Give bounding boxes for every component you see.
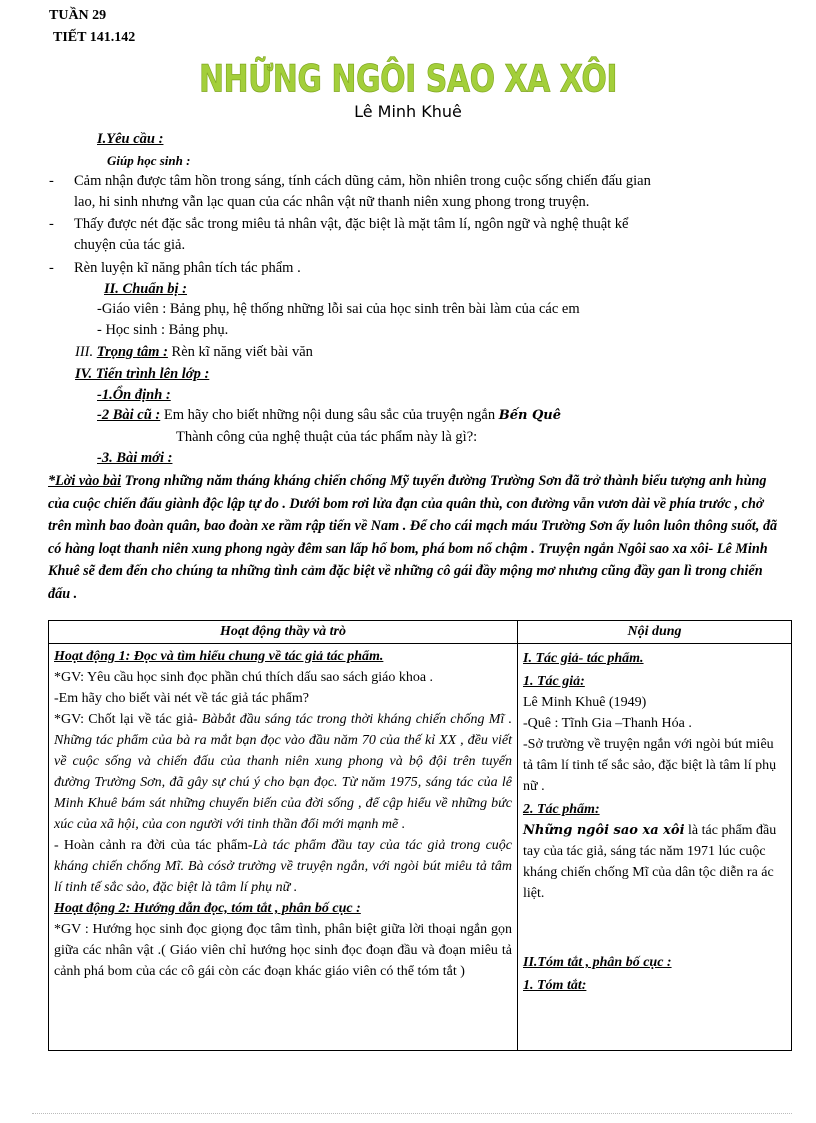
focus-text: Rèn kĩ năng viết bài văn xyxy=(171,344,313,360)
intro-text: Trong những năm tháng kháng chiến chống Mỹ tuyến đường Trường Sơn đã trở thành biểu tượng anh hùng của cuộc chiến đấu giành độc lập tự do . Dưới bom rơi lửa đạn của quân thù, con đường vẫn vươn dài về phía trước , chở trên mình bao đoàn quân, bao đoàn xe rầm rập tiến về Nam . Để cho cái mạch máu Trường Sơn ấy luôn luôn thông suốt, đã có hàng loạt thanh niên xung phong ngày đêm san lấp hố bom, phá bom nổ chậm . Truyện ngắn Ngôi sao xa xôi- Lê Minh Khuê sẽ đem đến cho chúng ta những tình cảm đặc biệt về những cô gái đầy mộng mơ nhưng cũng đầy gan lì trong chiến đấu . xyxy=(48,473,778,602)
work-title: Những ngôi sao xa xôi xyxy=(523,823,685,838)
step-3-new-lesson: -3. Bài mới : xyxy=(97,450,173,466)
intro-label: *Lời vào bài xyxy=(48,473,122,489)
page-divider xyxy=(32,1113,792,1114)
lesson-intro-paragraph xyxy=(48,470,788,605)
context-text: Là tác phẩm đầu tay của tác giả trong cuộc kháng chiến chống Mĩ. Bà cósở trường về truyện ngắn, với ngòi bút miêu tả tâm lí tinh tế sắc sảo, đặc biệt là tâm lí phụ nữ . xyxy=(54,838,512,895)
activity-2-title: Hoạt động 2: Hướng dẫn đọc, tóm tắt , phân bố cục : xyxy=(54,901,361,916)
week-label: TUẦN 29 xyxy=(49,8,107,23)
activity-1-instruction: *GV: Yêu cầu học sinh đọc phần chú thích dấu sao sách giáo khoa . xyxy=(54,670,434,685)
activity-1-title: Hoạt động 1: Đọc và tìm hiểu chung về tác giả tác phẩm. xyxy=(54,649,384,664)
activity-2-instruction: *GV : Hướng học sinh đọc giọng đọc tâm tình, phân biệt giữa lời thoại ngắn gọn giữa các nhân vật .( Giáo viên chỉ hướng học sinh đọc đoạn đầu và đoạn miêu tả cảnh phá bom của các cô gái còn các đoạn khác giáo viên có thể tóm tắt ) xyxy=(54,922,512,979)
step-2-question: Em hãy cho biết những nội dung sâu sắc của truyện ngắn xyxy=(163,407,496,423)
author-hometown: -Quê : Tĩnh Gia –Thanh Hóa . xyxy=(523,716,692,731)
col-header-activities: Hoạt động thầy và trò xyxy=(49,621,518,644)
story-ben-que: Bến Quê xyxy=(498,408,561,423)
summary-text: Bàbắt đầu sáng tác trong thời kháng chiến chống Mĩ . Những tác phẩm của bà ra mắt bạn đọc vào đầu năm 70 của thế kỉ XX , đều viết về cuộc sống và chiến đấu của thanh niên xung phong và bộ đội trên tuyến đường Trường Sơn, đã gây sự chú ý cho bạn đọc. Từ năm 1975, sáng tác của lê Minh Khuê bám sát những chuyển biến của đời sống , để cập hiểu về những bức xúc của xã hội, của con người với tinh thần đổi mới mạnh mẽ . xyxy=(54,712,513,832)
story-title: NHỮNG NGÔI SAO XA XÔI xyxy=(198,57,618,102)
content-heading-summary-1: 1. Tóm tắt: xyxy=(523,978,587,993)
bullet-2-line-1: Thấy được nét đặc sắc trong miêu tả nhân vật, đặc biệt là mặt tâm lí, ngôn ngữ và nghệ thuật kể xyxy=(74,216,629,232)
content-heading-author-work: I. Tác giả- tác phẩm. xyxy=(523,651,644,666)
teacher-preparation: -Giáo viên : Bảng phụ, hệ thống những lỗi sai của học sinh trên bài làm của các em xyxy=(97,301,580,317)
content-heading-author: 1. Tác giả: xyxy=(523,674,585,689)
bullet-dash: - xyxy=(49,260,54,276)
activity-1-author-summary xyxy=(54,709,512,835)
summary-label: *GV: Chốt lại về tác giả- xyxy=(54,712,198,727)
work-text: là tác phẩm đầu tay của tác giả, sáng tác năm 1971 lúc cuộc kháng chiến chống Mĩ của dân tộc diễn ra ác liệt. xyxy=(523,823,777,901)
bullet-2-line-2: chuyện của tác giả. xyxy=(74,237,186,253)
focus-label: Trọng tâm : xyxy=(96,344,168,360)
step-2-label: -2 Bài cũ : xyxy=(97,407,161,423)
bullet-3-line-1: Rèn luyện kĩ năng phân tích tác phẩm . xyxy=(74,260,301,276)
focus-number: III. xyxy=(75,344,94,360)
section-requirements-heading: I.Yêu cầu : xyxy=(97,131,164,147)
context-label: - Hoàn cảnh ra đời của tác phẩm- xyxy=(54,838,253,853)
lesson-table xyxy=(48,620,792,1051)
content-heading-work: 2. Tác phẩm: xyxy=(523,802,600,817)
step-1-stabilize: -1.Ổn định : xyxy=(97,387,171,403)
author-strength: -Sở trường về truyện ngắn với ngòi bút miêu tả tâm lí tinh tế sắc sảo, đặc biệt là tâm lí phụ nữ . xyxy=(523,737,777,794)
bullet-1-line-1: Cảm nhận được tâm hồn trong sáng, tính cách dũng cảm, hồn nhiên trong cuộc sống chiến đấu gian xyxy=(74,173,651,189)
content-heading-summary: II.Tóm tắt , phân bố cục : xyxy=(523,955,672,970)
student-preparation: - Học sinh : Bảng phụ. xyxy=(97,322,229,338)
col-header-content: Nội dung xyxy=(518,621,792,644)
content-cell xyxy=(518,644,792,1051)
work-description xyxy=(523,820,786,904)
activity-1-question: -Em hãy cho biết vài nét về tác giả tác phẩm? xyxy=(54,691,310,706)
step-2-question-2: Thành công của nghệ thuật của tác phẩm này là gì?: xyxy=(176,429,478,445)
bullet-1-line-2: lao, hi sinh nhưng vẫn lạc quan của các nhân vật nữ thanh niên xung phong trong truyện. xyxy=(74,194,590,210)
activity-1-context xyxy=(54,835,512,898)
period-label: TIẾT 141.142 xyxy=(53,30,136,45)
bullet-dash: - xyxy=(49,216,54,232)
requirements-subheading: Giúp học sinh : xyxy=(107,153,191,168)
story-author: Lê Minh Khuê xyxy=(354,102,462,121)
section-preparation-heading: II. Chuẩn bị : xyxy=(104,281,188,297)
activities-cell xyxy=(49,644,518,1051)
bullet-dash: - xyxy=(49,173,54,189)
author-birth: Lê Minh Khuê (1949) xyxy=(523,695,647,710)
section-procedure-heading: IV. Tiến trình lên lớp : xyxy=(75,366,210,382)
